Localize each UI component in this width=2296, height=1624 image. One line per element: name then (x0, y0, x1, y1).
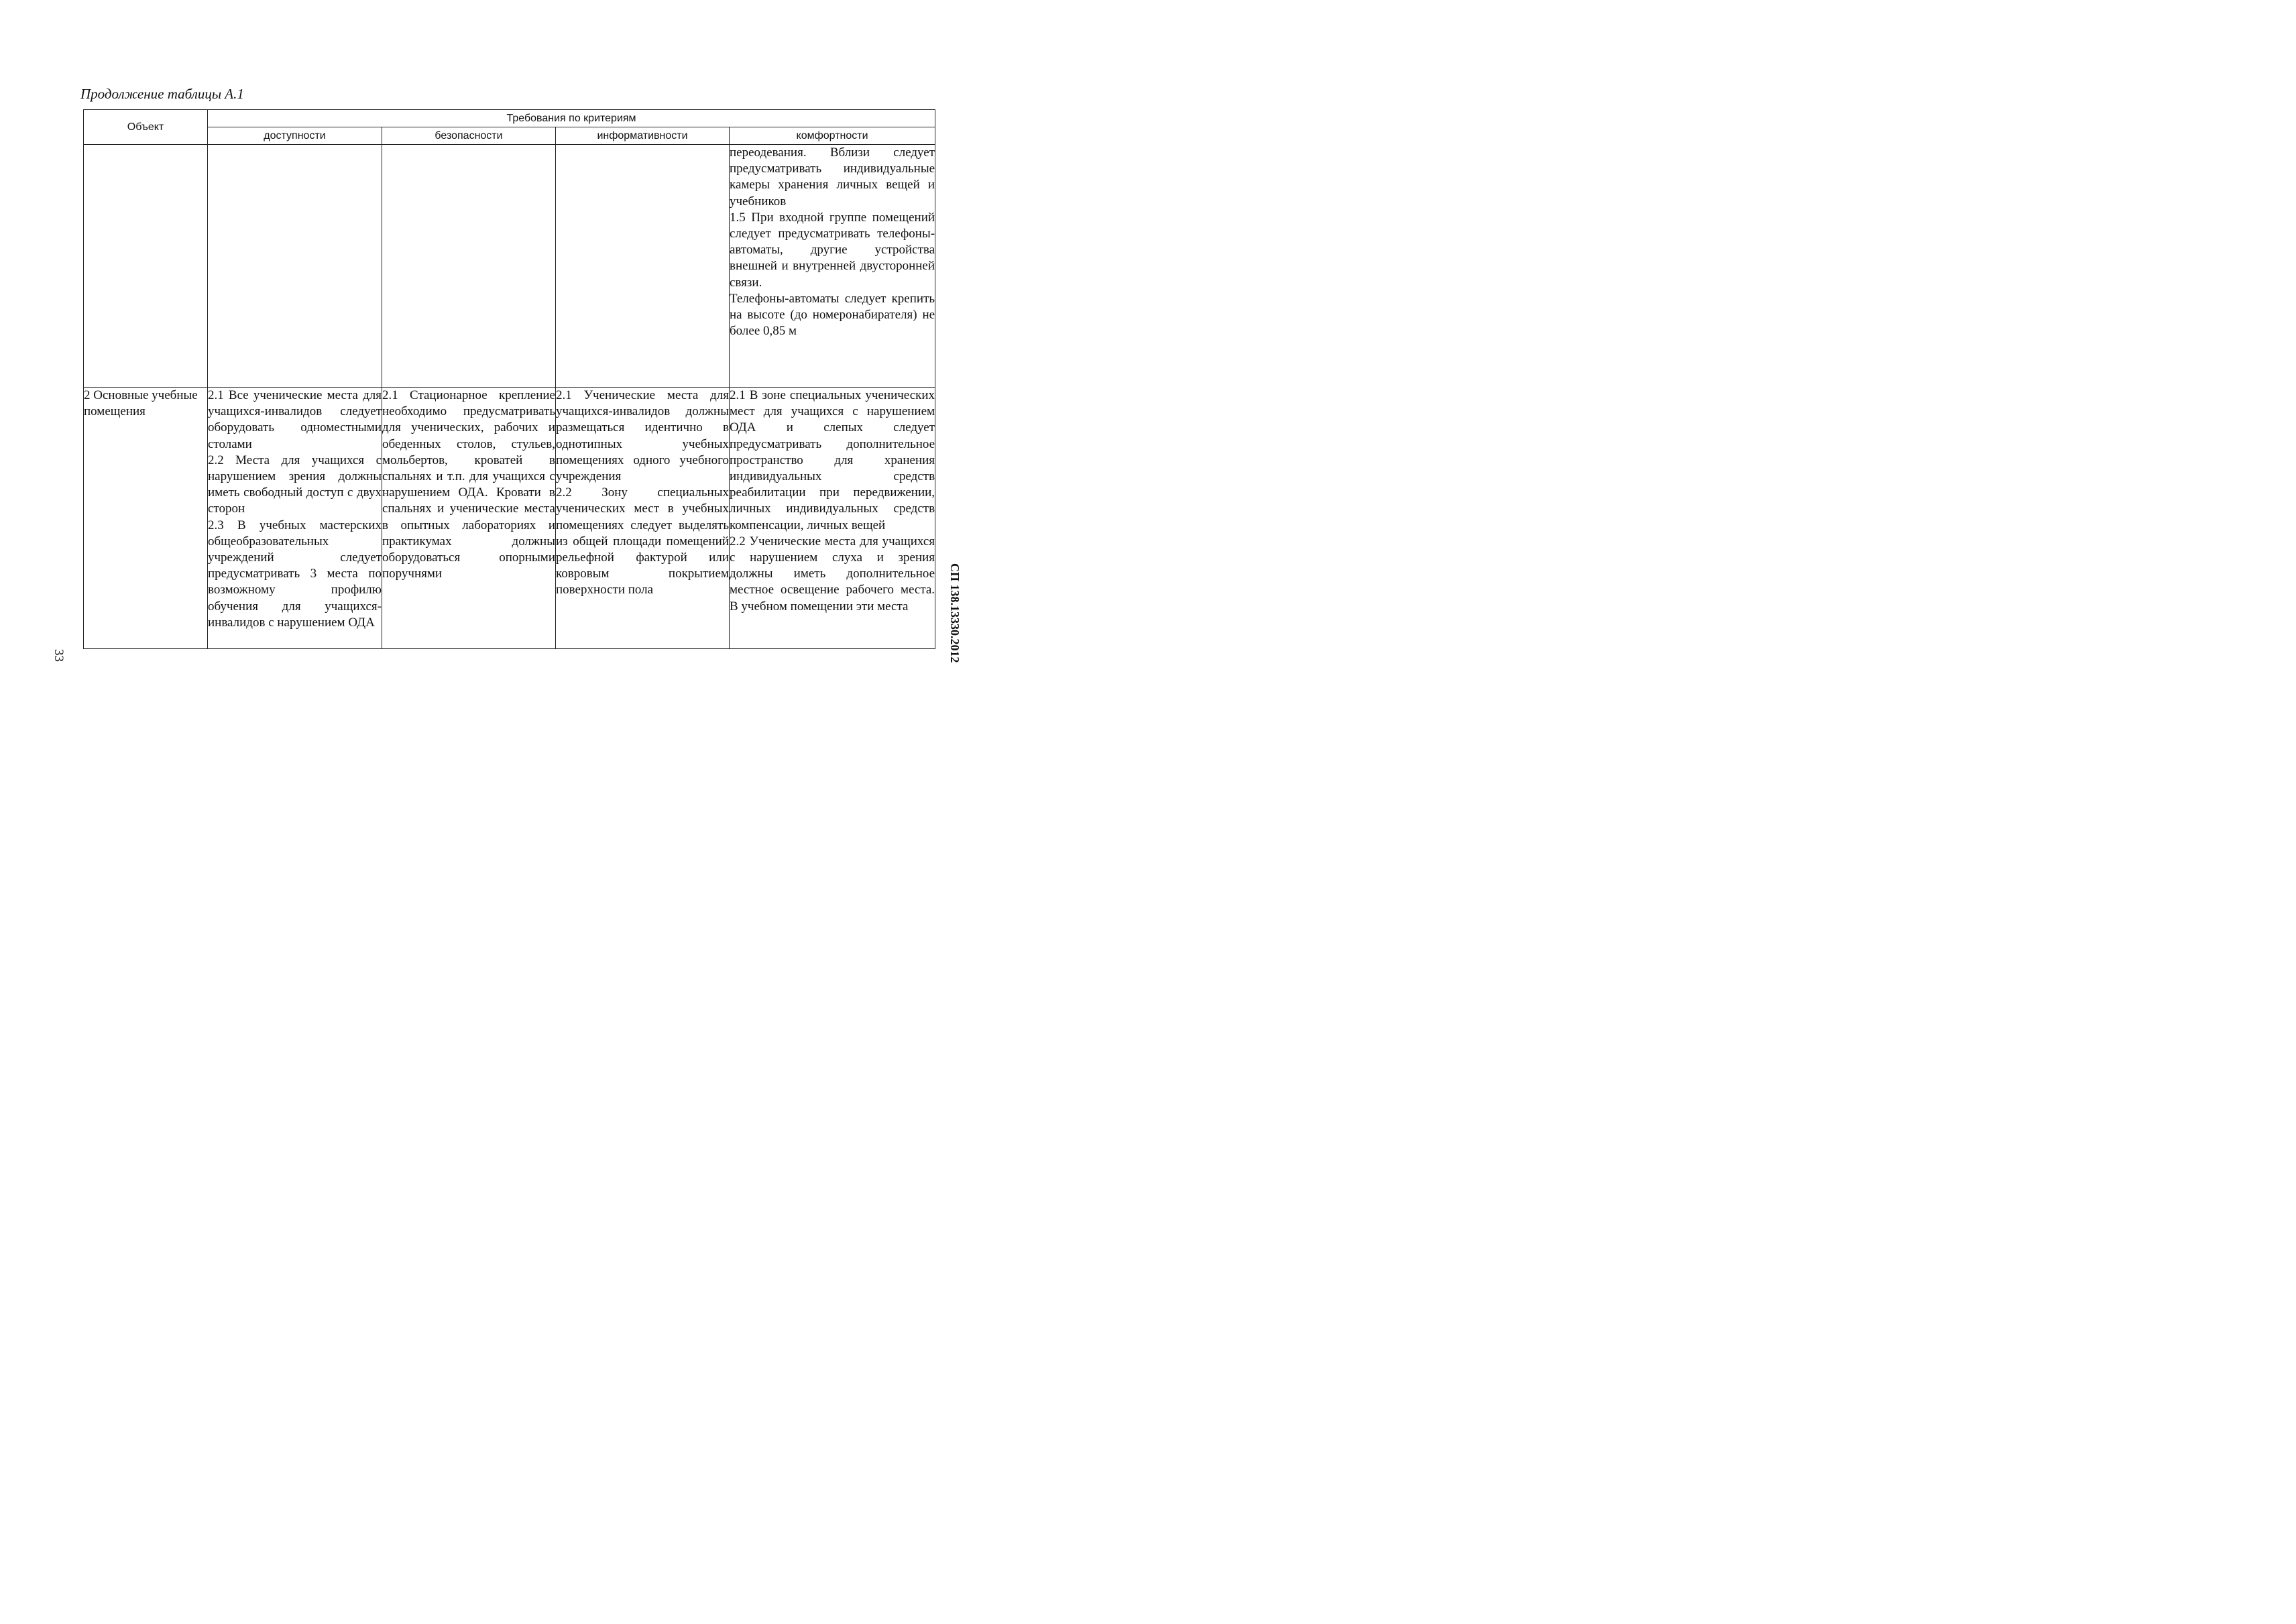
header-object: Объект (84, 110, 208, 145)
row2-safety (382, 388, 556, 649)
row1-object (84, 145, 208, 388)
paragraph: 2.2 Ученические места для учащихся с нарушением слуха и зрения должны иметь дополнительное местное освещение рабочего места. В учебном помещении эти места (730, 534, 935, 614)
object-label: 2 Основные учебные помещения (84, 388, 198, 419)
row2-comfort (730, 388, 935, 649)
row2-object (84, 388, 208, 649)
row1-informativeness (556, 145, 730, 388)
row2-accessibility (208, 388, 382, 649)
table-row (84, 388, 935, 649)
row2-informativeness (556, 388, 730, 649)
header-safety: безопасности (382, 127, 556, 145)
page-number: 33 (52, 649, 66, 662)
header-criteria-group: Требования по критериям (208, 110, 935, 127)
header-accessibility: доступности (208, 127, 382, 145)
row1-accessibility (208, 145, 382, 388)
header-informativeness: информативности (556, 127, 730, 145)
paragraph: 2.1 Ученические места для учащихся-инвалидов должны размещаться идентично в однотипных учебных помещениях одного учебного учреждения (556, 388, 729, 484)
paragraph: 2.1 Все ученические места для учащихся-инвалидов следует оборудовать одноместными столами (208, 388, 382, 451)
requirements-table (83, 109, 935, 649)
paragraph: 1.5 При входной группе помещений следует предусматривать телефоны-автоматы, другие устройства внешней и внутренней двусторонней связи. (730, 210, 935, 290)
paragraph: 2.1 В зоне специальных ученических мест для учащихся с нарушением ОДА и слепых следует предусматривать дополнительное пространство для хранения индивидуальных средств реабилитации при передвижении, личных индивидуальных средств компенсации, личных вещей (730, 388, 935, 532)
header-comfort: комфортности (730, 127, 935, 145)
standard-code-label: СП 138.13330.2012 (948, 563, 962, 663)
paragraph: переодевания. Вблизи следует предусматривать индивидуальные камеры хранения личных вещей и учебников (730, 146, 935, 209)
paragraph: 2.2 Зону специальных ученических мест в учебных помещениях следует выделять из общей площади помещений рельефной фактурой или ковровым покрытием поверхности пола (556, 485, 729, 597)
row1-safety (382, 145, 556, 388)
paragraph: 2.2 Места для учащихся с нарушением зрения должны иметь свободный доступ с двух сторон (208, 453, 382, 516)
paragraph: 2.1 Стационарное крепление необходимо предусматривать для ученических, рабочих и обеденных столов, стульев, мольбертов, кроватей в спальнях и т.п. для учащихся с нарушением ОДА. Кровати в спальнях и ученические места в опытных лабораториях и практикумах должны оборудоваться опорными поручнями (382, 388, 555, 581)
paragraph: Телефоны-автоматы следует крепить на высоте (до номеронабирателя) не более 0,85 м (730, 291, 935, 339)
row1-comfort (730, 145, 935, 388)
table-caption: Продолжение таблицы А.1 (80, 86, 244, 102)
paragraph: 2.3 В учебных мастерских общеобразовательных учреждений следует предусматривать 3 места по возможному профилю обучения для учащихся-инвалидов с нарушением ОДА (208, 518, 382, 630)
table-row (84, 145, 935, 388)
